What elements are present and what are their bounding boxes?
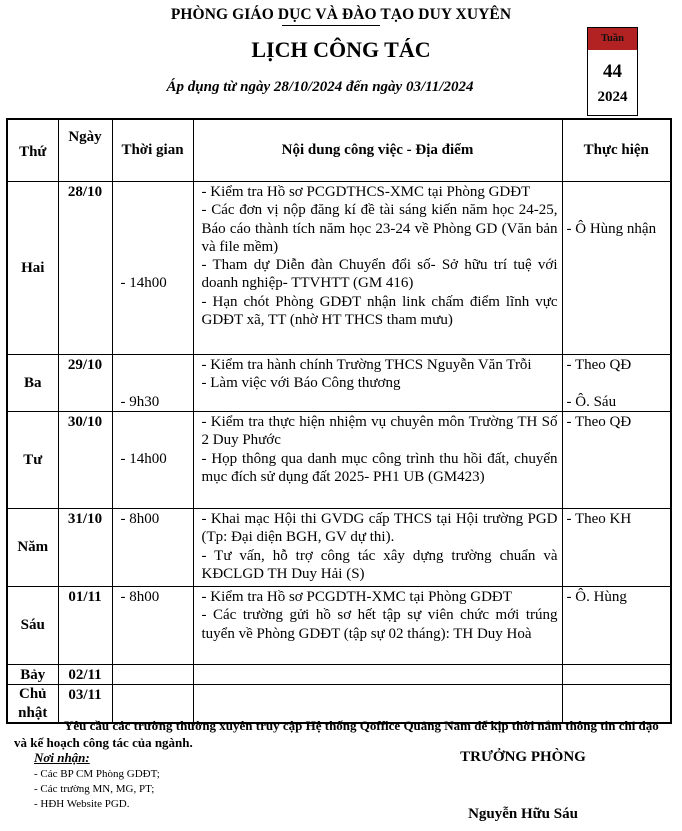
task-item: - Kiểm tra thực hiện nhiệm vụ chuyên môn Trường TH Số 2 Duy Phước — [201, 414, 558, 449]
responsible-line: - Theo QĐ — [566, 357, 632, 373]
task-item: - Kiểm tra hành chính Trường THCS Nguyễn Văn Trỗi — [201, 357, 532, 373]
date-cell: 31/10 — [58, 509, 112, 587]
responsible-cell — [562, 509, 671, 587]
col-header-content: Nội dung công việc - Địa điểm — [193, 119, 562, 182]
date-cell: 01/11 — [58, 587, 112, 665]
department-name: PHÒNG GIÁO DỤC VÀ ĐÀO TẠO DUY XUYÊN — [170, 6, 512, 23]
date-cell: 03/11 — [58, 685, 112, 723]
time-line — [121, 413, 193, 431]
responsible-line — [567, 183, 671, 201]
time-line — [121, 256, 193, 274]
responsible-line — [567, 201, 671, 219]
time-cell — [112, 412, 193, 509]
time-line — [121, 201, 193, 219]
week-badge — [587, 27, 638, 116]
responsible-line: - Ô. Hùng — [566, 589, 627, 605]
day-cell: Sáu — [7, 587, 58, 665]
date-cell: 02/11 — [58, 665, 112, 685]
task-item: - Khai mạc Hội thi GVDG cấp THCS tại Hội trường PGD (Tp: Đại diện BGH, GV dự thi). — [201, 511, 558, 546]
col-header-time: Thời gian — [112, 119, 193, 182]
content-cell — [193, 355, 562, 412]
time-line: - 9h30 — [120, 393, 160, 410]
content-cell — [193, 587, 562, 665]
day-cell: Bảy — [7, 665, 58, 685]
date-cell: 30/10 — [58, 412, 112, 509]
week-number: 44 — [603, 61, 622, 82]
responsible-line — [567, 374, 671, 392]
content-cell — [193, 412, 562, 509]
time-cell — [112, 182, 193, 355]
recipients-list — [34, 767, 160, 812]
day-cell: Hai — [7, 182, 58, 355]
time-line — [121, 220, 193, 238]
responsible-line: - Theo KH — [566, 511, 632, 527]
responsible-cell — [562, 412, 671, 509]
recipient-item: - HĐH Website PGD. — [34, 798, 130, 810]
week-year: 2024 — [597, 89, 628, 105]
day-cell: Chủ nhật — [7, 685, 58, 723]
time-line: - 14h00 — [120, 275, 167, 292]
date-cell: 28/10 — [58, 182, 112, 355]
task-item: - Các trường gửi hồ sơ hết tập sự viên chức mới trúng tuyển về Phòng GDĐT (tập sự 02 tháng): TH Duy Hoà — [201, 607, 558, 642]
table-row — [7, 587, 671, 665]
day-cell: Tư — [7, 412, 58, 509]
content-cell — [193, 509, 562, 587]
time-cell — [112, 355, 193, 412]
task-item: - Kiểm tra Hồ sơ PCGDTH-XMC tại Phòng GDĐT — [201, 589, 512, 605]
time-line — [121, 431, 193, 449]
task-item: - Kiểm tra Hồ sơ PCGDTHCS-XMC tại Phòng GDĐT — [201, 184, 531, 200]
table-row — [7, 412, 671, 509]
time-cell — [112, 587, 193, 665]
time-line — [121, 356, 193, 374]
col-header-responsible: Thực hiện — [562, 119, 671, 182]
time-line: - 14h00 — [120, 450, 167, 467]
table-row — [7, 509, 671, 587]
responsible-cell — [562, 587, 671, 665]
applied-period: Áp dụng từ ngày 28/10/2024 đến ngày 03/11/2024 — [166, 79, 474, 95]
responsible-cell — [562, 355, 671, 412]
time-line — [121, 183, 193, 201]
time-line: - 8h00 — [120, 511, 160, 527]
responsible-line: - Ô Hùng nhận — [566, 220, 657, 237]
time-line: - 8h00 — [120, 589, 160, 605]
responsible-cell — [562, 665, 671, 685]
time-cell — [112, 665, 193, 685]
recipients-title: Nơi nhận: — [34, 750, 90, 765]
time-line — [121, 374, 193, 392]
task-item: - Tư vấn, hỗ trợ công tác xây dựng trường chuẩn và KĐCLGD TH Duy Hải (S) — [201, 547, 558, 582]
task-item: - Tham dự Diễn đàn Chuyển đổi số- Sở hữu trí tuệ với doanh nghiệp- TTVHTT (GM 416) — [201, 257, 558, 292]
table-row — [7, 355, 671, 412]
day-cell: Ba — [7, 355, 58, 412]
content-cell — [193, 665, 562, 685]
signature-title: TRƯỞNG PHÒNG — [460, 749, 586, 765]
time-line — [121, 238, 193, 256]
table-row — [7, 182, 671, 355]
col-header-date: Ngày — [58, 119, 112, 182]
task-item: - Họp thông qua danh mục công trình thu hồi đất, chuyển mục đích sử dụng đất 2025- PH1 UB (GM423) — [201, 450, 558, 485]
week-label: Tuần — [588, 28, 637, 50]
task-item: - Hạn chót Phòng GDĐT nhận link chấm điểm lĩnh vực GDĐT xã, TT (nhờ HT THCS tham mưu) — [201, 293, 558, 329]
responsible-line: - Theo QĐ — [566, 414, 632, 430]
content-cell — [193, 182, 562, 355]
request-note: Yêu cầu các trường thường xuyên truy cập Hệ thống Qoffice Quảng Nam để kịp thời nắm thông tin chỉ đạo và kế hoạch công tác của ngành. — [14, 718, 659, 750]
responsible-line: - Ô. Sáu — [566, 393, 617, 410]
col-header-day: Thứ — [7, 119, 58, 182]
time-cell — [112, 509, 193, 587]
date-cell: 29/10 — [58, 355, 112, 412]
day-cell: Năm — [7, 509, 58, 587]
responsible-cell — [562, 182, 671, 355]
department-underline — [282, 25, 380, 26]
table-row — [7, 665, 671, 685]
recipient-item: - Các BP CM Phòng GDĐT; — [34, 768, 160, 780]
page-title: LỊCH CÔNG TÁC — [251, 37, 431, 62]
task-item: - Làm việc với Báo Công thương — [201, 375, 401, 392]
task-item: - Các đơn vị nộp đăng kí đề tài sáng kiến năm học 24-25, Báo cáo thành tích năm học 23-24 về Phòng GD (Văn bản và file mềm) — [201, 202, 558, 255]
table-header-row — [7, 119, 671, 182]
recipient-item: - Các trường MN, MG, PT; — [34, 783, 155, 795]
signature-name: Nguyễn Hữu Sáu — [468, 806, 578, 822]
schedule-table — [6, 118, 672, 724]
